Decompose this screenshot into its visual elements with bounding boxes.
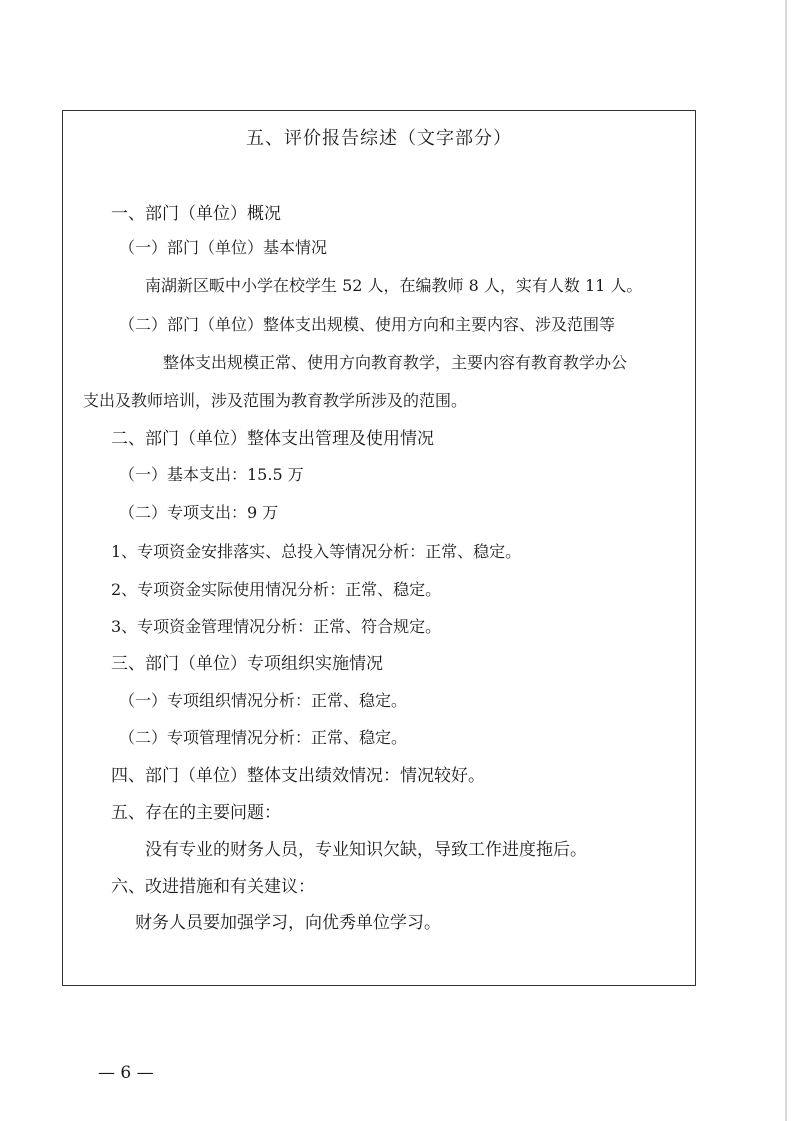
report-frame xyxy=(62,110,696,986)
page-number: — 6 — xyxy=(98,1063,154,1083)
section-5-heading: 五、存在的主要问题： xyxy=(111,803,281,823)
section-2-1-line: （一）基本支出：15.5 万 xyxy=(119,465,304,484)
section-6-heading: 六、改进措施和有关建议： xyxy=(111,877,315,897)
section-6-text: 财务人员要加强学习，向优秀单位学习。 xyxy=(135,913,441,933)
section-2-2-item-2: 2、专项资金实际使用情况分析：正常、稳定。 xyxy=(111,580,442,599)
report-title: 五、评价报告综述（文字部分） xyxy=(246,128,512,149)
section-1-2-text-b: 支出及教师培训，涉及范围为教育教学所涉及的范围。 xyxy=(83,391,468,410)
section-2-2-item-1: 1、专项资金安排落实、总投入等情况分析：正常、稳定。 xyxy=(111,542,522,561)
section-5-text: 没有专业的财务人员，专业知识欠缺，导致工作进度拖后。 xyxy=(145,840,587,860)
section-3-1-line: （一）专项组织情况分析：正常、稳定。 xyxy=(119,691,408,710)
section-1-2-text-a: 整体支出规模正常、使用方向教育教学，主要内容有教育教学办公 xyxy=(163,353,628,372)
section-1-2-heading: （二）部门（单位）整体支出规模、使用方向和主要内容、涉及范围等 xyxy=(119,315,616,334)
section-3-2-line: （二）专项管理情况分析：正常、稳定。 xyxy=(119,728,408,747)
section-2-2-item-3: 3、专项资金管理情况分析：正常、符合规定。 xyxy=(111,617,442,636)
section-2-heading: 二、部门（单位）整体支出管理及使用情况 xyxy=(111,429,434,449)
section-3-heading: 三、部门（单位）专项组织实施情况 xyxy=(111,654,383,674)
section-1-1-heading: （一）部门（单位）基本情况 xyxy=(119,238,328,257)
section-2-2-line: （二）专项支出：9 万 xyxy=(119,503,279,522)
section-4-line: 四、部门（单位）整体支出绩效情况：情况较好。 xyxy=(111,766,485,786)
section-1-1-text: 南湖新区畈中小学在校学生 52 人，在编教师 8 人，实有人数 11 人。 xyxy=(145,276,643,295)
section-1-heading: 一、部门（单位）概况 xyxy=(111,204,281,224)
scan-edge-shadow xyxy=(785,0,787,1121)
